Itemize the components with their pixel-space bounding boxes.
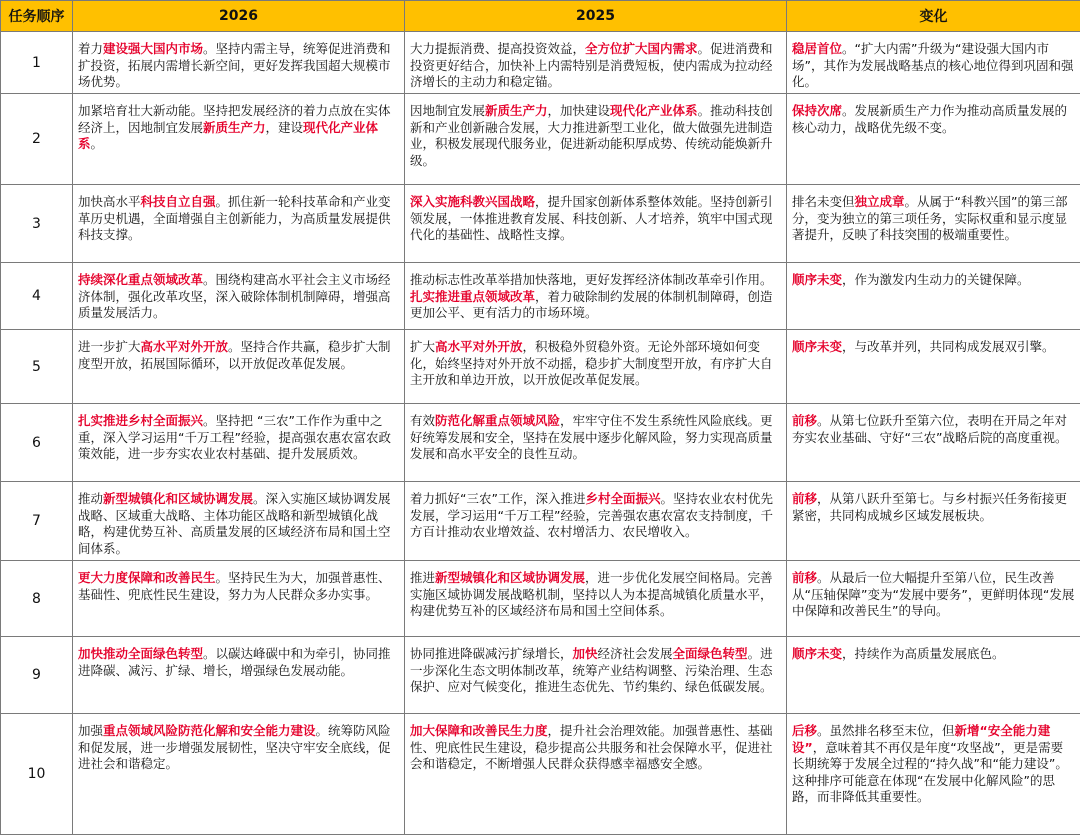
task-2025-cell: [405, 330, 787, 404]
table-row: [1, 404, 1080, 482]
header-2026: 2026: [73, 1, 405, 32]
body-text: ，作为激发内生动力的关键保障。: [842, 272, 1030, 287]
highlight-text: 新质生产力: [203, 120, 266, 135]
highlight-text: 新型城镇化和区域协调发展: [435, 570, 585, 585]
table-row: [1, 561, 1080, 637]
highlight-text: 乡村全面振兴: [585, 491, 660, 506]
task-2025-cell: [405, 714, 787, 835]
change-cell: [787, 94, 1080, 185]
task-order-cell: 6: [1, 404, 73, 482]
highlight-text: 深入实施科教兴国战略: [410, 194, 535, 209]
body-text: 有效: [410, 413, 435, 428]
highlight-text: 现代化产业体系: [610, 103, 698, 118]
task-2026-cell: [73, 330, 405, 404]
body-text: ，提升国家创新体系整体效能。坚持创新引领发展，一体推进教育发展、科技创新、人才培养，筑牢中国式现代化的基础性、战略性支撑。: [410, 194, 773, 242]
body-text: ，与改革并列，共同构成发展双引擎。: [842, 339, 1055, 354]
body-text: 。从最后一位大幅提升至第八位，民生改善从“压轴保障”变为“发展中要务”，更鲜明体现“发展中保障和改善民生”的导向。: [792, 570, 1074, 618]
body-text: 。“扩大内需”升级为“建设强大国内市场”，其作为发展战略基点的核心地位得到巩固和强化。: [792, 41, 1073, 89]
task-2025-cell: [405, 94, 787, 185]
task-order-cell: 8: [1, 561, 73, 637]
highlight-text: 建设强大国内市场: [103, 41, 203, 56]
body-text: 推动标志性改革举措加快落地，更好发挥经济体制改革牵引作用。: [410, 272, 773, 287]
task-2026-cell: [73, 263, 405, 330]
highlight-text: 加快推动全面绿色转型: [78, 646, 203, 661]
highlight-text: 前移: [792, 413, 817, 428]
change-cell: [787, 263, 1080, 330]
body-text: 推进: [410, 570, 435, 585]
highlight-text: 现代化产业体系: [78, 120, 378, 152]
highlight-text: 高水平对外开放: [435, 339, 523, 354]
highlight-text: 独立成章: [855, 194, 905, 209]
body-text: 加强: [78, 723, 103, 738]
highlight-text: 防范化解重点领域风险: [435, 413, 560, 428]
body-text: 。统筹防风险和促发展，进一步增强发展韧性，坚决守牢安全底线，促进社会和谐稳定。: [78, 723, 391, 771]
task-2025-cell: [405, 185, 787, 263]
highlight-text: 保持次席: [792, 103, 842, 118]
body-text: 。坚持内需主导，统筹促进消费和扩投资，拓展内需增长新空间，更好发挥我国超大规模市场优势。: [78, 41, 391, 89]
highlight-text: 高水平对外开放: [141, 339, 229, 354]
body-text: 。: [91, 136, 104, 151]
highlight-text: 全方位扩大国内需求: [585, 41, 698, 56]
body-text: ，从第八跃升至第七。与乡村振兴任务衔接更紧密，共同构成城乡区域发展板块。: [792, 491, 1067, 523]
body-text: 协同推进降碳减污扩绿增长，: [410, 646, 573, 661]
body-text: 大力提振消费、提高投资效益，: [410, 41, 585, 56]
body-text: 。发展新质生产力作为推动高质量发展的核心动力，战略优先级不变。: [792, 103, 1067, 135]
highlight-text: 扎实推进重点领域改革: [410, 289, 535, 304]
highlight-text: 新增“安全能力建设”: [792, 723, 1050, 755]
body-text: 。促进消费和投资更好结合，加快补上内需特别是消费短板，使内需成为拉动经济增长的主动力和稳定锚。: [410, 41, 773, 89]
task-2026-cell: [73, 404, 405, 482]
task-2026-cell: [73, 94, 405, 185]
highlight-text: 重点领域风险防范化解和安全能力建设: [103, 723, 316, 738]
task-order-cell: 4: [1, 263, 73, 330]
task-order-cell: 3: [1, 185, 73, 263]
body-text: 推动: [78, 491, 103, 506]
body-text: ，进一步优化发展空间格局。完善实施区域协调发展战略机制，坚持以人为本提高城镇化质量水平，构建优势互补的区域经济布局和国土空间体系。: [410, 570, 773, 618]
highlight-text: 全面绿色转型: [673, 646, 748, 661]
change-cell: [787, 404, 1080, 482]
highlight-text: 更大力度保障和改善民生: [78, 570, 216, 585]
body-text: 进一步扩大: [78, 339, 141, 354]
task-2025-cell: [405, 561, 787, 637]
task-2026-cell: [73, 637, 405, 714]
body-text: 。围绕构建高水平社会主义市场经济体制，强化改革攻坚，深入破除体制机制障碍，增强高质量发展活力。: [78, 272, 391, 320]
body-text: ，着力破除制约发展的体制机制障碍，创造更加公平、更有活力的市场环境。: [410, 289, 773, 321]
highlight-text: 后移: [792, 723, 817, 738]
highlight-text: 顺序未变: [792, 646, 842, 661]
body-text: 扩大: [410, 339, 435, 354]
highlight-text: 新型城镇化和区域协调发展: [103, 491, 253, 506]
body-text: 加快高水平: [78, 194, 141, 209]
change-cell: [787, 561, 1080, 637]
table-row: [1, 330, 1080, 404]
header-2025: 2025: [405, 1, 787, 32]
body-text: 因地制宜发展: [410, 103, 485, 118]
task-2026-cell: [73, 714, 405, 835]
highlight-text: 加大保障和改善民生力度: [410, 723, 548, 738]
body-text: 着力抓好“三农”工作，深入推进: [410, 491, 585, 506]
body-text: 。坚持民生为大，加强普惠性、基础性、兜底性民生建设，努力为人民群众多办实事。: [78, 570, 391, 602]
body-text: 。深入实施区域协调发展战略、区域重大战略、主体功能区战略和新型城镇化战略，构建优势互补、高质量发展的区域经济布局和国土空间体系。: [78, 491, 391, 556]
body-text: ，建设: [266, 120, 304, 135]
table-header-row: [1, 1, 1080, 32]
body-text: ，持续作为高质量发展底色。: [842, 646, 1005, 661]
task-2026-cell: [73, 482, 405, 561]
task-2025-cell: [405, 637, 787, 714]
body-text: 。坚持农业农村优先发展，学习运用“千万工程”经验，完善强农惠农富农支持制度，千方百计推动农业增效益、农村增活力、农民增收入。: [410, 491, 773, 539]
body-text: ，牢牢守住不发生系统性风险底线。更好统筹发展和安全，坚持在发展中逐步化解风险，努力实现高质量发展和高水平安全的良性互动。: [410, 413, 773, 461]
task-order-cell: 2: [1, 94, 73, 185]
table-row: [1, 185, 1080, 263]
task-2026-cell: [73, 185, 405, 263]
highlight-text: 扎实推进乡村全面振兴: [78, 413, 203, 428]
task-order-cell: 5: [1, 330, 73, 404]
body-text: ，加快建设: [548, 103, 611, 118]
body-text: 。从第七位跃升至第六位，表明在开局之年对夯实农业基础、守好“三农”战略后院的高度重视。: [792, 413, 1067, 445]
task-order-cell: 10: [1, 714, 73, 835]
table-row: [1, 263, 1080, 330]
task-order-cell: 1: [1, 32, 73, 94]
body-text: 。以碳达峰碳中和为牵引，协同推进降碳、减污、扩绿、增长，增强绿色发展动能。: [78, 646, 391, 678]
body-text: 经济社会发展: [598, 646, 673, 661]
highlight-text: 加快: [573, 646, 598, 661]
header-order: 任务顺序: [1, 1, 73, 32]
body-text: 着力: [78, 41, 103, 56]
change-cell: [787, 714, 1080, 835]
highlight-text: 稳居首位: [792, 41, 842, 56]
table-row: [1, 482, 1080, 561]
highlight-text: 前移: [792, 491, 817, 506]
task-2026-cell: [73, 32, 405, 94]
body-text: 。坚持把 “三农”工作作为重中之重，深入学习运用“千万工程”经验，提高强农惠农富农政策效能，进一步夯实农业农村基础、提升发展质效。: [78, 413, 391, 461]
body-text: 。从属于“科教兴国”的第三部分，变为独立的第三项任务，实际权重和显示度显著提升，反映了科技突围的极端重要性。: [792, 194, 1067, 242]
table-row: [1, 32, 1080, 94]
body-text: 加紧培育壮大新动能。坚持把发展经济的着力点放在实体经济上，因地制宜发展: [78, 103, 391, 135]
body-text: 。抓住新一轮科技革命和产业变革历史机遇，全面增强自主创新能力，为高质量发展提供科技支撑。: [78, 194, 391, 242]
task-2025-cell: [405, 263, 787, 330]
body-text: ，提升社会治理效能。加强普惠性、基础性、兜底性民生建设，稳步提高公共服务和社会保障水平，促进社会和谐稳定，不断增强人民群众获得感幸福感安全感。: [410, 723, 773, 771]
table-row: [1, 637, 1080, 714]
highlight-text: 科技自立自强: [141, 194, 216, 209]
change-cell: [787, 330, 1080, 404]
body-text: 。坚持合作共赢，稳步扩大制度型开放，拓展国际循环，以开放促改革促发展。: [78, 339, 391, 371]
change-cell: [787, 185, 1080, 263]
body-text: 。进一步深化生态文明体制改革，统筹产业结构调整、污染治理、生态保护、应对气候变化，推进生态优先、节约集约、绿色低碳发展。: [410, 646, 773, 694]
table-row: [1, 94, 1080, 185]
body-text: 。推动科技创新和产业创新融合发展，大力推进新型工业化，做大做强先进制造业，积极发展现代服务业，促进新动能积厚成势、传统动能焕新升级。: [410, 103, 773, 168]
highlight-text: 顺序未变: [792, 272, 842, 287]
highlight-text: 前移: [792, 570, 817, 585]
highlight-text: 新质生产力: [485, 103, 548, 118]
change-cell: [787, 482, 1080, 561]
task-order-cell: 7: [1, 482, 73, 561]
highlight-text: 顺序未变: [792, 339, 842, 354]
task-order-cell: 9: [1, 637, 73, 714]
header-change: 变化: [787, 1, 1080, 32]
task-2025-cell: [405, 32, 787, 94]
body-text: 排名未变但: [792, 194, 855, 209]
body-text: ，积极稳外贸稳外资。无论外部环境如何变化，始终坚持对外开放不动摇，稳步扩大制度型开放，有序扩大自主开放和单边开放，以开放促改革促发展。: [410, 339, 773, 387]
body-text: 。虽然排名移至末位，但: [817, 723, 955, 738]
task-2026-cell: [73, 561, 405, 637]
task-2025-cell: [405, 482, 787, 561]
task-2025-cell: [405, 404, 787, 482]
change-cell: [787, 637, 1080, 714]
change-cell: [787, 32, 1080, 94]
table-row: [1, 714, 1080, 835]
highlight-text: 持续深化重点领域改革: [78, 272, 203, 287]
body-text: ，意味着其不再仅是年度“攻坚战”，更是需要长期统筹于发展全过程的“持久战”和“能力建设”。这种排序可能意在体现“在发展中化解风险”的思路，而非降低其重要性。: [792, 740, 1068, 805]
